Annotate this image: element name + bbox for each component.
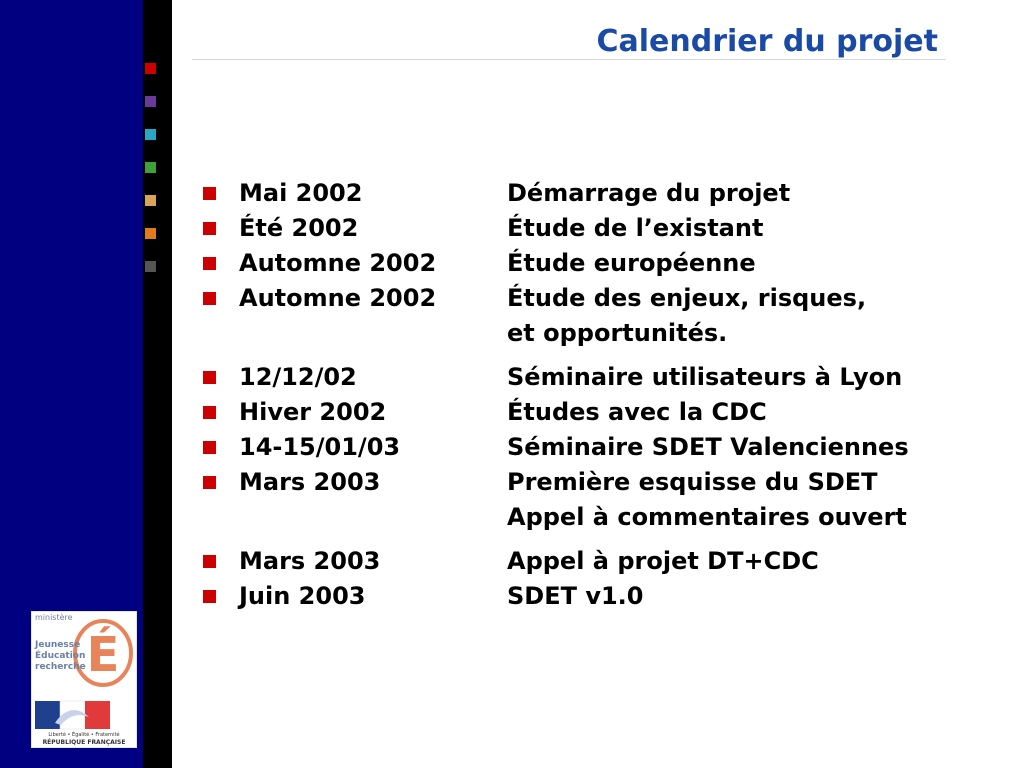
schedule-event xyxy=(507,246,756,281)
bullet-square-icon xyxy=(203,555,216,568)
schedule-item xyxy=(203,430,1003,465)
schedule-event-line: Appel à projet DT+CDC xyxy=(507,547,819,575)
logo-line-1: ministère xyxy=(35,613,73,622)
schedule-date: Mai 2002 xyxy=(239,179,363,207)
logo-republic: RÉPUBLIQUE FRANÇAISE xyxy=(42,739,126,746)
schedule-item xyxy=(203,395,1003,430)
schedule-event xyxy=(507,211,763,246)
bullet-square-icon xyxy=(203,292,216,305)
schedule-date: Automne 2002 xyxy=(239,249,437,277)
schedule-date: Été 2002 xyxy=(239,214,359,242)
slide-title: Calendrier du projet xyxy=(596,24,938,59)
schedule-item xyxy=(203,579,1003,614)
schedule-event-line: Démarrage du projet xyxy=(507,179,791,207)
schedule-event xyxy=(507,430,909,465)
bullet-square-icon xyxy=(203,222,216,235)
schedule-item xyxy=(203,544,1003,579)
schedule-date: Automne 2002 xyxy=(239,284,437,312)
schedule-event xyxy=(507,579,644,614)
decor-square-4 xyxy=(145,195,156,206)
bullet-square-icon xyxy=(203,257,216,270)
bullet-square-icon xyxy=(203,476,216,489)
ministry-logo xyxy=(31,611,137,748)
schedule-item xyxy=(203,211,1003,246)
logo-motto: Liberté • Égalité • Fraternité xyxy=(48,732,120,738)
schedule-item xyxy=(203,176,1003,211)
schedule-item xyxy=(203,246,1003,281)
schedule-item xyxy=(203,281,1003,351)
schedule-event xyxy=(507,544,819,579)
logo-letter: É xyxy=(86,627,120,683)
bullet-square-icon xyxy=(203,187,216,200)
bullet-square-icon xyxy=(203,406,216,419)
color-squares xyxy=(145,63,157,294)
bullet-square-icon xyxy=(203,371,216,384)
schedule-event-line: Études avec la CDC xyxy=(507,398,767,426)
schedule-event-line: SDET v1.0 xyxy=(507,582,644,610)
schedule-date: 14-15/01/03 xyxy=(239,433,401,461)
schedule-list xyxy=(203,176,1003,614)
logo-line-4: recherche xyxy=(35,662,86,672)
bullet-square-icon xyxy=(203,590,216,603)
decor-square-2 xyxy=(145,129,156,140)
schedule-event-line: Séminaire utilisateurs à Lyon xyxy=(507,363,903,391)
decor-square-6 xyxy=(145,261,156,272)
schedule-event-line: Étude des enjeux, risques, xyxy=(507,284,867,312)
schedule-event xyxy=(507,395,767,430)
logo-line-2: Jeunesse xyxy=(35,640,81,650)
title-divider xyxy=(192,59,946,60)
schedule-event-line: Étude européenne xyxy=(507,249,756,277)
decor-square-1 xyxy=(145,96,156,107)
schedule-event-line: Première esquisse du SDET xyxy=(507,468,878,496)
bullet-square-icon xyxy=(203,441,216,454)
schedule-event xyxy=(507,281,866,351)
schedule-date: Mars 2003 xyxy=(239,547,381,575)
decor-square-3 xyxy=(145,162,156,173)
schedule-date: 12/12/02 xyxy=(239,363,357,391)
schedule-event-line: Séminaire SDET Valenciennes xyxy=(507,433,909,461)
schedule-date: Juin 2003 xyxy=(239,582,366,610)
schedule-event-line: Appel à commentaires ouvert xyxy=(507,503,907,531)
decor-square-5 xyxy=(145,228,156,239)
schedule-event xyxy=(507,465,907,535)
schedule-event xyxy=(507,176,790,211)
decor-square-0 xyxy=(145,63,156,74)
schedule-date: Mars 2003 xyxy=(239,468,381,496)
logo-line-3: Éducation xyxy=(35,651,86,661)
schedule-item xyxy=(203,360,1003,395)
schedule-item xyxy=(203,465,1003,535)
ministry-logo-graphic xyxy=(31,611,137,748)
schedule-event-line: et opportunités. xyxy=(507,319,728,347)
schedule-event xyxy=(507,360,902,395)
schedule-date: Hiver 2002 xyxy=(239,398,387,426)
schedule-event-line: Étude de l’existant xyxy=(507,214,764,242)
